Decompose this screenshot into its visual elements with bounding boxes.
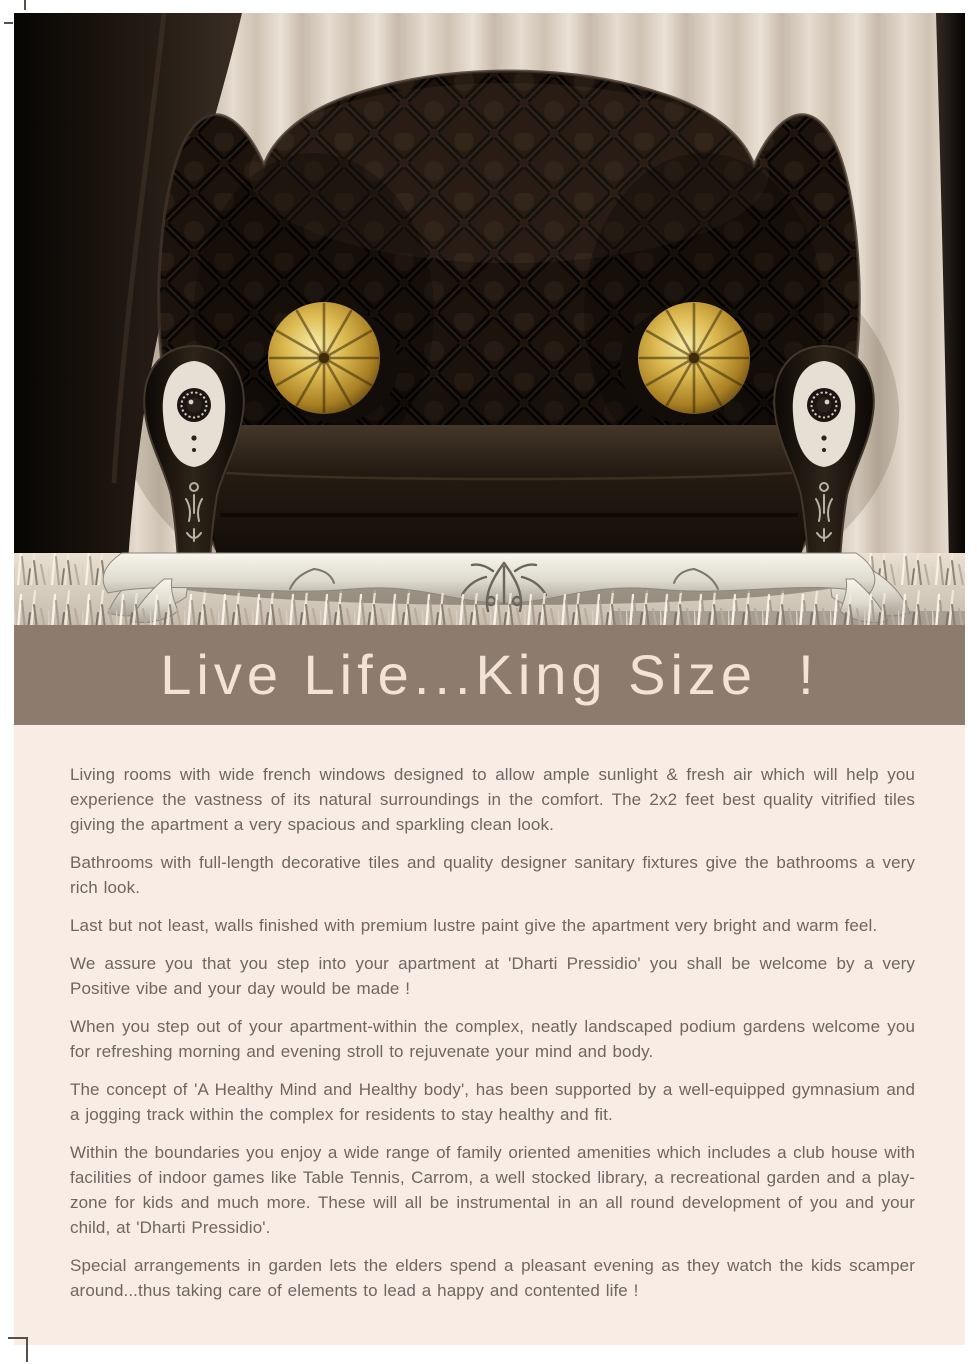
paragraph-podium-gardens: When you step out of your apartment-within the complex, neatly landscaped podium gardens welcome you for refreshing morning and evening stroll to rejuvenate your mind and body. [70, 1017, 915, 1061]
paragraph-healthy-mind: The concept of 'A Healthy Mind and Healthy body', has been supported by a well-equipped gymnasium and a jogging track within the complex for residents to stay healthy and fit. [70, 1080, 915, 1124]
body-copy [14, 725, 965, 1345]
crop-mark-top-left-horizontal [4, 22, 13, 24]
paragraph-assurance: We assure you that you step into your apartment at 'Dharti Pressidio' you shall be welcome by a very Positive vibe and your day would be made ! [70, 954, 915, 998]
crop-mark-top-left-vertical [24, 0, 26, 10]
hero-photo [14, 13, 965, 625]
page-sheet [14, 13, 965, 1345]
crop-mark-bottom-left-horizontal [8, 1337, 28, 1339]
sofa-seat [211, 425, 806, 560]
sofa-photo-illustration [14, 13, 965, 625]
crop-mark-bottom-left-vertical [26, 1337, 28, 1362]
paragraph-bathrooms: Bathrooms with full-length decorative tiles and quality designer sanitary fixtures give the bathrooms a very rich look. [70, 853, 915, 897]
paragraph-garden-elders: Special arrangements in garden lets the elders spend a pleasant evening as they watch the kids scamper around...thus taking care of elements to lead a happy and contented life ! [70, 1256, 915, 1300]
paragraph-walls: Last but not least, walls finished with premium lustre paint give the apartment very bright and warm feel. [70, 916, 878, 935]
title-banner [14, 625, 965, 725]
paragraph-living-rooms: Living rooms with wide french windows designed to allow ample sunlight & fresh air which will help you experience the vastness of its natural surroundings in the comfort. The 2x2 feet best quality vitrified tiles giving the apartment a very spacious and sparkling clean look. [70, 765, 915, 834]
paragraph-amenities: Within the boundaries you enjoy a wide range of family oriented amenities which includes a club house with facilities of indoor games like Table Tennis, Carrom, a well stocked library, a recreational garden and a play-zone for kids and much more. These will all be instrumental in an all round development of you and your child, at 'Dharti Pressidio'. [70, 1143, 915, 1237]
banner-title: Live Life...King Size ! [160, 643, 819, 706]
